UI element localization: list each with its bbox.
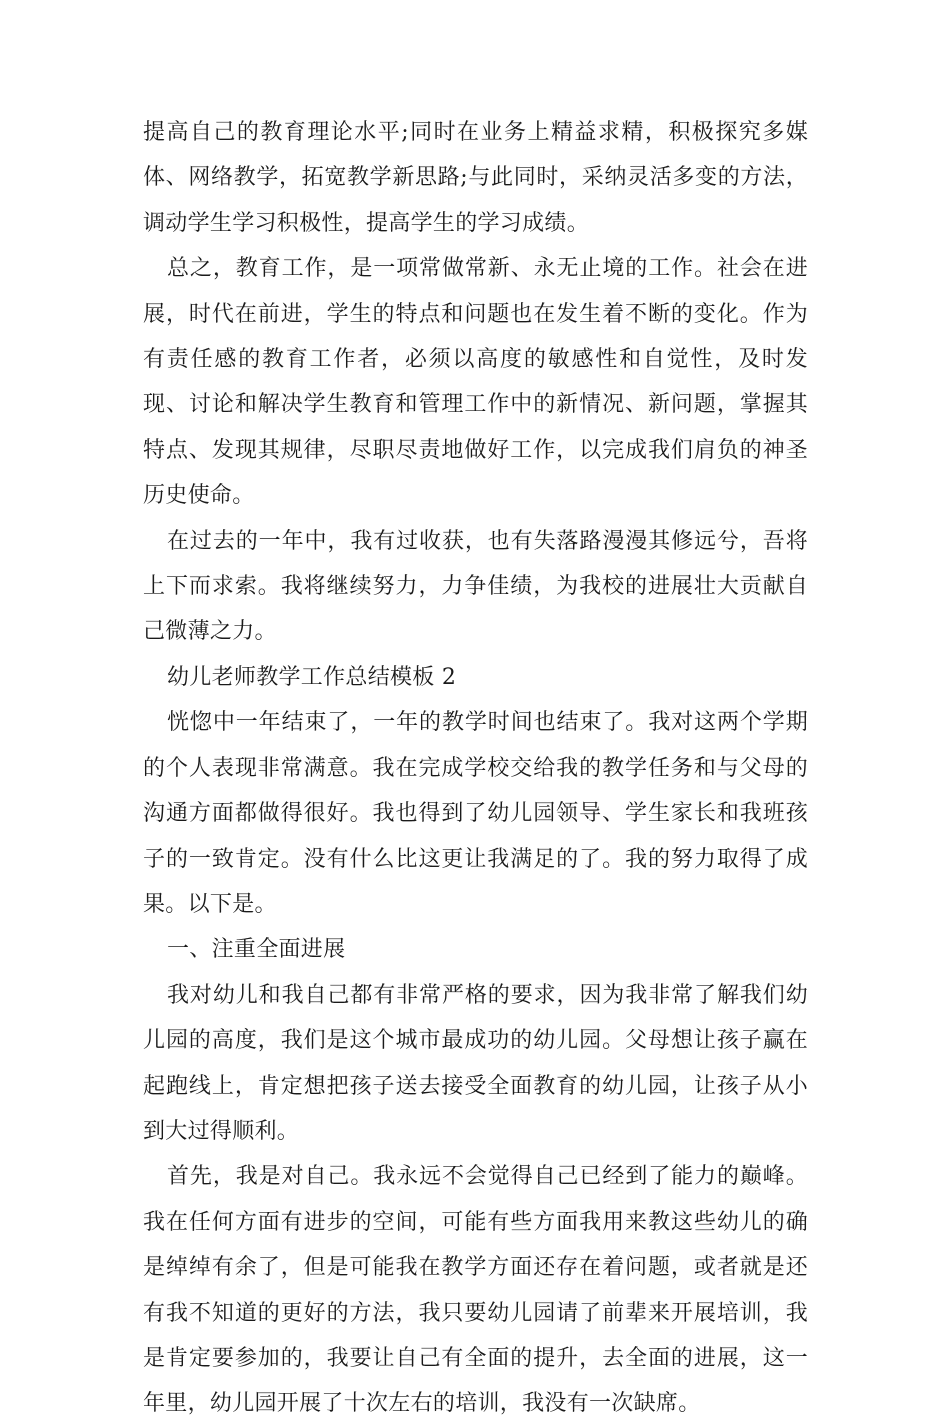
paragraph-requirements: 我对幼儿和我自己都有非常严格的要求，因为我非常了解我们幼儿园的高度，我们是这个城市最成功的幼儿园。父母想让孩子赢在起跑线上，肯定想把孩子送去接受全面教育的幼儿园，让孩子从小到大过得顺利。 (143, 982, 808, 1144)
paragraph-continuation: 提高自己的教育理论水平;同时在业务上精益求精，积极探究多媒体、网络教学，拓宽教学新思路;与此同时，采纳灵活多变的方法，调动学生学习积极性，提高学生的学习成绩。 (143, 120, 808, 236)
paragraph-self-improvement: 首先，我是对自己。我永远不会觉得自己已经到了能力的巅峰。我在任何方面有进步的空间，可能有些方面我用来教这些幼儿的确是绰绰有余了，但是可能我在教学方面还存在着问题，或者就是还有我不知道的更好的方法，我只要幼儿园请了前辈来开展培训，我是肯定要参加的，我要让自己有全面的提升，去全面的进展，这一年里，幼儿园开展了十次左右的培训，我没有一次缺席。 (143, 1164, 808, 1417)
subsection-heading: 一、注重全面进展 (167, 937, 346, 963)
paragraph-intro: 恍惚中一年结束了，一年的教学时间也结束了。我对这两个学期的个人表现非常满意。我在完成学校交给我的教学任务和与父母的沟通方面都做得很好。我也得到了幼儿园领导、学生家长和我班孩子的一致肯定。没有什么比这更让我满足的了。我的努力取得了成果。以下是。 (143, 710, 808, 917)
paragraph-summary: 总之，教育工作，是一项常做常新、永无止境的工作。社会在进展，时代在前进，学生的特点和问题也在发生着不断的变化。作为有责任感的教育工作者，必须以高度的敏感性和自觉性，及时发现、讨论和解决学生教育和管理工作中的新情况、新问题，掌握其特点、发现其规律，尽职尽责地做好工作，以完成我们肩负的神圣历史使命。 (143, 256, 808, 509)
section-title: 幼儿老师教学工作总结模板 2 (167, 664, 457, 690)
paragraph-reflection: 在过去的一年中，我有过收获，也有失落路漫漫其修远兮，吾将上下而求索。我将继续努力，力争佳绩，为我校的进展壮大贡献自己微薄之力。 (143, 528, 808, 645)
document-page (143, 110, 808, 1427)
